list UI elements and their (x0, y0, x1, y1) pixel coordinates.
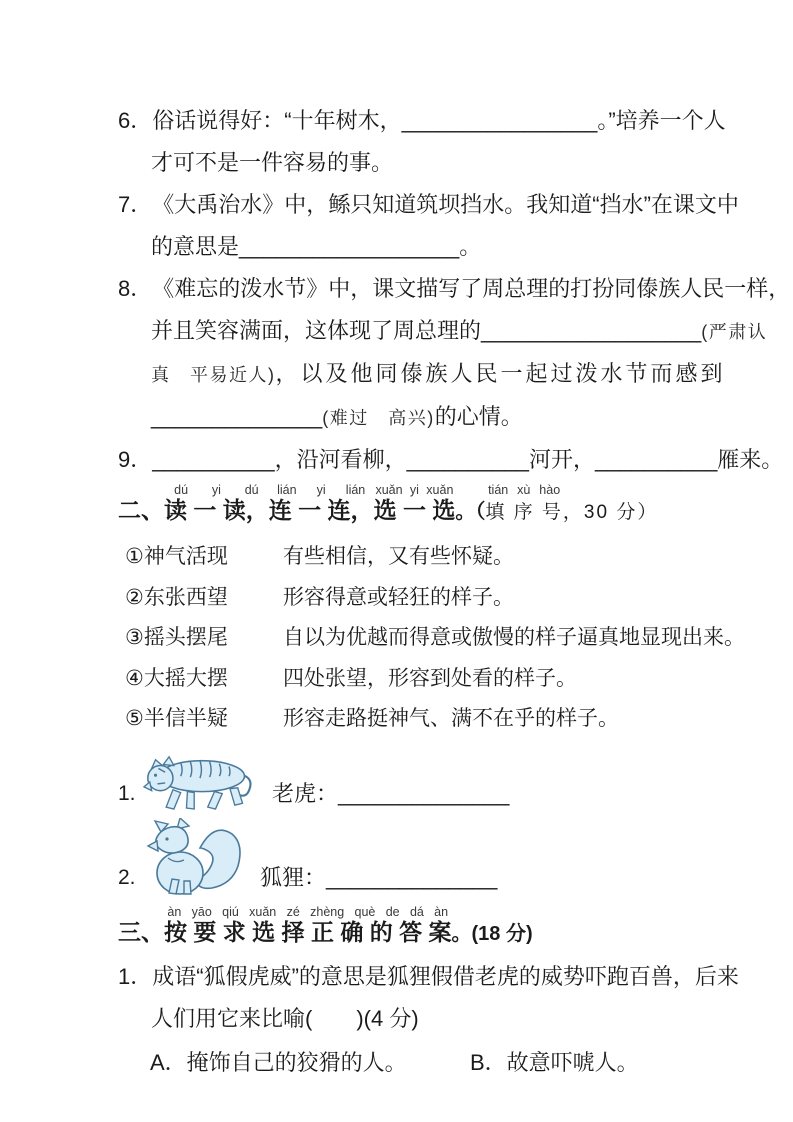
idiom-term: ③摇头摆尾 (125, 626, 228, 649)
answer-options (118, 1042, 753, 1084)
tiger-illustration (142, 750, 258, 812)
heading-word-tianxuhao (485, 483, 563, 523)
heading-word-du (164, 483, 269, 523)
section-three-heading (118, 906, 753, 949)
section-score: ，30 分） (562, 502, 659, 523)
heading-text: 连 一 连， (268, 497, 374, 523)
pinyin-annotation: dú yi dú (164, 483, 269, 497)
question-line (118, 268, 791, 310)
matching-exercise (118, 537, 753, 740)
question-line (118, 100, 753, 142)
animal-label (260, 861, 497, 896)
idiom-definition: 有些相信，又有些怀疑。 (283, 545, 514, 568)
choice-words: (难过 高兴) (322, 408, 435, 428)
question-line (118, 353, 753, 396)
fox-illustration (142, 818, 246, 896)
blank-line: ______________ (338, 780, 510, 806)
blank-line: ______________ (326, 864, 498, 890)
heading-word-lian (268, 483, 374, 523)
question-number: 7． (118, 192, 153, 217)
question-number: 8． (118, 276, 153, 301)
idiom-term: ①神气活现 (125, 545, 228, 568)
item-number: 2. (118, 865, 136, 889)
heading-text: 按 要 求 选 择 正 确 的 答 案 (164, 918, 452, 945)
matching-row (125, 659, 753, 700)
heading-text: 填 序 号 (485, 502, 563, 523)
idiom-term: ②东张西望 (125, 585, 228, 609)
idiom-term: ④大摇大摆 (125, 666, 228, 690)
question-line (118, 956, 753, 998)
question-number: 6． (118, 108, 153, 133)
question-text: 俗话说得好：“十年树木，________________。”培养一个人 (152, 108, 726, 133)
question-line (118, 396, 753, 439)
idiom-definition: 形容得意或轻狂的样子。 (283, 585, 514, 609)
animal-name: 老虎： (272, 780, 339, 806)
question-line (118, 184, 753, 226)
score-punctuation: 。（ (455, 501, 486, 523)
question-7 (118, 184, 753, 268)
question-9 (118, 439, 784, 481)
question-1-section-three (118, 956, 753, 1084)
section-number: 二、 (118, 497, 164, 523)
idiom-definition: 自以为优越而得意或傲慢的样子逼真地显现出来。 (283, 626, 745, 649)
question-text: 人们用它来比喻( )(4 分) (151, 1005, 419, 1031)
heading-word-xuan (373, 483, 456, 523)
choice-words: (严肃认 (701, 322, 768, 342)
matching-row (125, 699, 753, 740)
question-text: __________，沿河看柳，__________河开，__________雁来。 (152, 447, 784, 472)
question-text: 才可不是一件容易的事。 (151, 150, 394, 175)
question-number: 9． (118, 447, 153, 472)
animal-item-tiger (118, 750, 753, 812)
pinyin-annotation: xuǎn yi xuǎn (373, 483, 456, 497)
section-two-heading (118, 484, 753, 528)
question-line (118, 310, 768, 353)
question-text: ，以及他同傣族人民一起过泼水节而感到 (275, 361, 726, 386)
heading-text: 选 一 选 (373, 497, 456, 523)
idiom-definition: 四处张望，形容到处看的样子。 (283, 666, 577, 690)
pinyin-annotation: tián xù hào (485, 483, 563, 497)
question-8 (118, 268, 791, 439)
blank-line: ______________ (151, 404, 323, 429)
animal-name: 狐狸： (260, 864, 327, 890)
choice-words: 真 平易近人) (151, 365, 276, 385)
question-line (118, 439, 784, 481)
question-text: 成语“狐假虎威”的意思是狐狸假借老虎的威势吓跑百兽，后来 (152, 963, 739, 989)
question-text: 并且笑容满面，这体现了周总理的__________________ (151, 318, 702, 343)
heading-text: 读 一 读， (164, 497, 269, 523)
question-text: 《难忘的泼水节》中，课文描写了周总理的打扮同傣族人民一样， (152, 276, 791, 301)
question-6 (118, 100, 753, 184)
question-text: 《大禹治水》中，鲧只知道筑坝挡水。我知道“挡水”在课文中 (152, 192, 739, 217)
item-number: 1. (118, 781, 136, 805)
animal-label (272, 777, 509, 812)
pinyin-annotation: àn yāo qiú xuǎn zé zhèng què de dá àn (164, 904, 452, 919)
question-text: 的心情。 (434, 404, 523, 429)
idiom-definition: 形容走路挺神气、满不在乎的样子。 (283, 707, 619, 730)
option-a: A．掩饰自己的狡猾的人。 (150, 1049, 407, 1075)
heading-word-anyaoqiu (164, 904, 452, 945)
question-number: 1． (118, 963, 153, 989)
matching-row (125, 578, 753, 619)
question-text: 的意思是__________________。 (151, 234, 482, 259)
section-number: 三、 (118, 918, 164, 945)
animal-item-fox (118, 818, 753, 896)
matching-row (125, 537, 753, 578)
matching-row (125, 618, 753, 659)
option-b: B．故意吓唬人。 (470, 1049, 639, 1075)
idiom-term: ⑤半信半疑 (125, 707, 228, 730)
pinyin-annotation: lián yi lián (268, 483, 374, 497)
section-score: 。(18 分) (451, 922, 533, 945)
